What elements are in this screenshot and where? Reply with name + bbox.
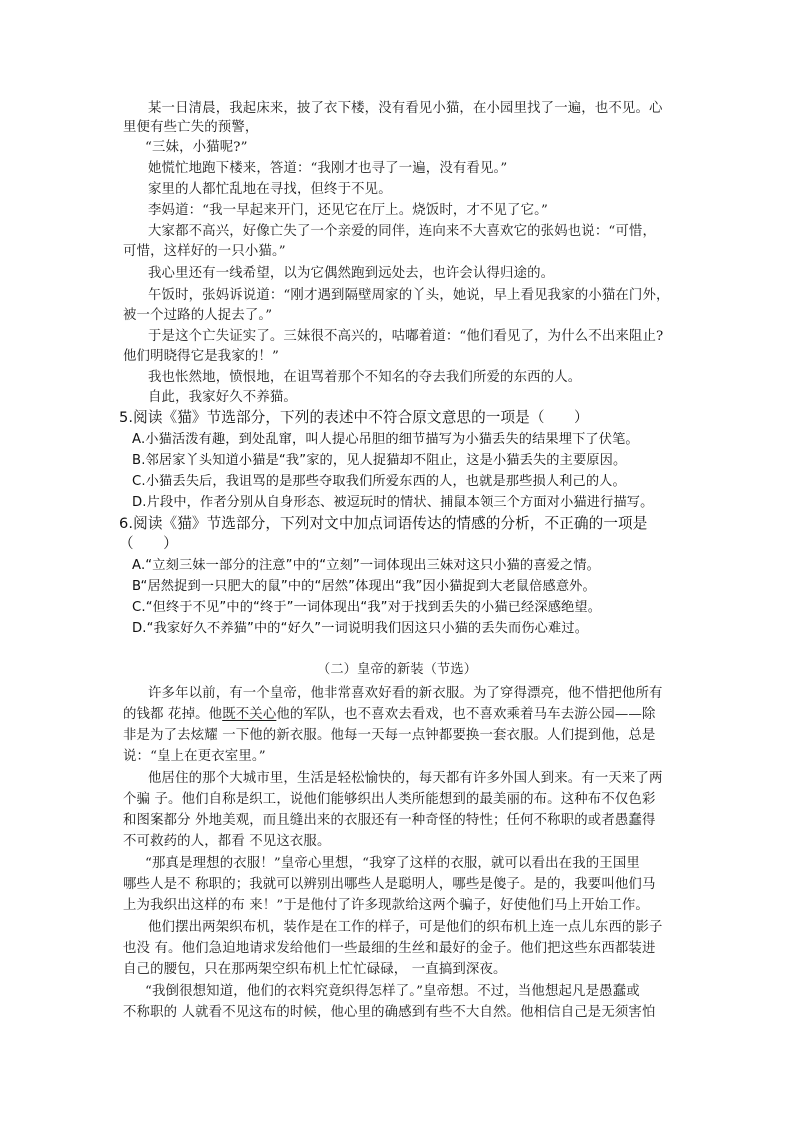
section2-p3-line2: 哪些人是不 称职的；我就可以辨别出哪些人是聪明人，哪些是傻子。是的，我要叫他们马	[123, 877, 656, 892]
passage1-p10: 我也怅然地，愤恨地，在诅骂着那个不知名的夺去我们所爱的东西的人。	[148, 370, 582, 385]
passage1-p11: 自此，我家好久不养猫。	[148, 390, 297, 405]
section2-p1-line2	[123, 706, 656, 724]
question-6-option-b: B“居然捉到一只肥大的鼠”中的“居然”体现出“我”因小猫捉到大老鼠倍感意外。	[132, 579, 596, 594]
question-6-option-c: C.“但终于不见”中的“终于”一词体现出“我”对于找到丢失的小猫已经深感绝望。	[132, 600, 602, 615]
section2-p5-line2: 不称职的 人就看不见这布的时候，他心里的确感到有些不大自然。他相信自己是无须害怕	[123, 1005, 656, 1020]
section2-p1-line1: 许多年以前，有一个皇帝，他非常喜欢好看的新衣服。为了穿得漂亮，他不惜把他所有	[148, 686, 663, 701]
question-5-option-c: C.小猫丢失后，我诅骂的是那些夺取我们所爱东西的人，也就是那些损人利己的人。	[132, 474, 626, 489]
section2-p1-line2-a: 的钱都 花掉。他	[123, 707, 223, 722]
passage1-p1-line1: 某一日清晨，我起床来，披了衣下楼，没有看见小猫，在小园里找了一遍，也不见。心	[148, 101, 663, 116]
passage1-p2: “三妹，小猫呢?”	[145, 140, 248, 155]
passage1-p5: 李妈道：“我一早起来开门，还见它在厅上。烧饭时，才不见了它。”	[148, 203, 548, 218]
section2-p4-line3: 自己的腰包，只在那两架空织布机上忙忙碌碌， 一直搞到深夜。	[123, 962, 507, 977]
section2-p4-line1: 他们摆出两架织布机，装作是在工作的样子，可是他们的织布机上连一点儿东西的影子	[148, 920, 663, 935]
section2-p1-line4: 说：“皇上在更衣室里。”	[123, 749, 266, 764]
passage1-p1-line2: 里便有些亡失的预警，	[123, 120, 259, 135]
question-6-option-d: D.“我家好久不养猫”中的“好久”一词说明我们因这只小猫的丢失而伤心难过。	[132, 621, 589, 636]
passage1-p8-line2: 被一个过路的人捉去了。”	[123, 308, 273, 323]
question-6-stem-line2: （ ）	[119, 535, 178, 552]
question-6-stem-line1: 6.阅读《猫》节选部分，下列对文中加点词语传达的情感的分析，不正确的一项是	[119, 515, 648, 532]
question-5-option-b: B.邻居家丫头知道小猫是“我”家的，见人捉猫却不阻止，这是小猫丢失的主要原因。	[132, 453, 627, 468]
section2-p2-line2: 个骗 子。他们自称是织工，说他们能够织出人类所能想到的最美丽的布。这种布不仅色彩	[123, 792, 656, 807]
question-6-option-a: A.“立刻三妹一部分的注意”中的“立刻”一词体现出三妹对这只小猫的喜爱之情。	[132, 558, 601, 573]
passage1-p7: 我心里还有一线希望，以为它偶然跑到远处去，也许会认得归途的。	[148, 266, 555, 281]
section-2-title: （二）皇帝的新装（节选）	[317, 662, 478, 677]
passage1-p9-line1: 于是这个亡失证实了。三妹很不高兴的，咕嘟着道：“他们看见了，为什么不出来阻止?	[148, 329, 664, 344]
section2-p2-line1: 他居住的那个大城市里，生活是轻松愉快的，每天都有许多外国人到来。有一天来了两	[148, 771, 663, 786]
section2-p2-line4: 不可救药的人，都看 不见这衣服。	[123, 834, 331, 849]
section2-p3-line1: “那真是理想的衣服！”皇帝心里想，“我穿了这样的衣服，就可以看出在我的王国里	[145, 856, 640, 871]
passage1-p6-line2: 可惜，这样好的一只小猫。”	[123, 244, 286, 259]
section2-p1-line3: 非是为了去炫耀 一下他的新衣服。他每一天每一点钟都要换一套衣服。人们提到他，总是	[123, 728, 656, 743]
question-5-option-a: A.小猫活泼有趣，到处乱窜，叫人提心吊胆的细节描写为小猫丢失的结果埋下了伏笔。	[132, 432, 639, 447]
passage1-p4: 家里的人都忙乱地在寻找，但终于不见。	[148, 182, 392, 197]
section2-p3-line3: 上为我织出这样的布 来！”于是他付了许多现款给这两个骗子，好使他们马上开始工作。	[123, 898, 649, 913]
section2-p5-line1: “我倒很想知道，他们的衣料究竟织得怎样了。”皇帝想。不过，当他想起凡是愚蠢或	[145, 984, 640, 999]
question-5-option-d: D.片段中，作者分别从自身形态、被逗玩时的情状、捕鼠本领三个方面对小猫进行描写。	[132, 495, 654, 510]
underlined-phrase: 既不关心	[222, 707, 277, 722]
question-5-stem: 5.阅读《猫》节选部分，下列的表述中不符合原文意思的一项是（ ）	[119, 409, 589, 426]
passage1-p8-line1: 午饭时，张妈诉说道：“刚才遇到隔壁周家的丫头，她说，早上看见我家的小猫在门外，	[148, 288, 670, 303]
section2-p2-line3: 和图案都分 外地美观，而且缝出来的衣服还有一种奇怪的特性；任何不称职的或者愚蠢得	[123, 813, 656, 828]
passage1-p6-line1: 大家都不高兴，好像亡失了一个亲爱的同伴，连向来不大喜欢它的张妈也说：“可惜，	[148, 224, 656, 239]
passage1-p9-line2: 他们明晓得它是我家的！”	[123, 349, 279, 364]
passage1-p3: 她慌忙地跑下楼来，答道：“我刚才也寻了一遍，没有看见。”	[148, 161, 508, 176]
section2-p1-line2-b: 他的军队，也不喜欢去看戏，也不喜欢乘着马车去游公园——除	[276, 707, 656, 722]
section2-p4-line2: 也没 有。他们急迫地请求发给他们一些最细的生丝和最好的金子。他们把这些东西都装进	[123, 941, 656, 956]
